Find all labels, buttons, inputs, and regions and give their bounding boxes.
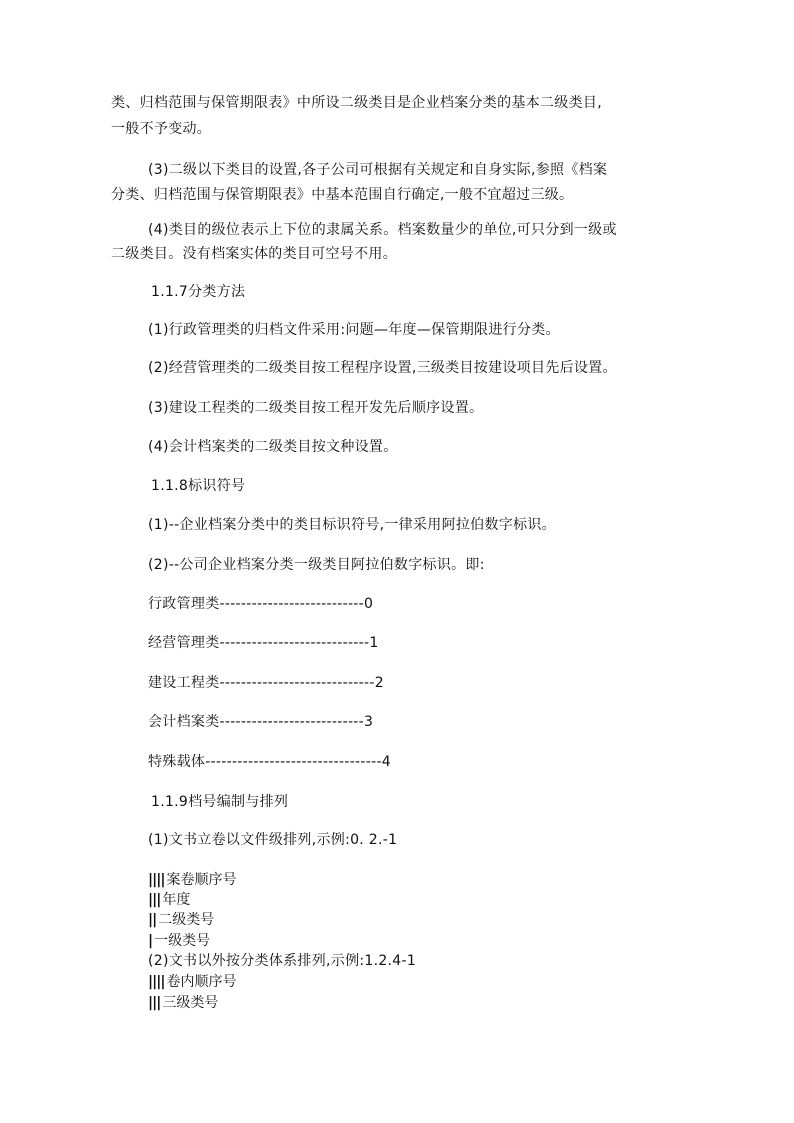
tree-label: 年度 [162, 892, 191, 908]
tree-line [148, 993, 218, 1013]
paragraph-line: 分类、归档范围与保管期限表》中基本范围自行确定,一般不宜超过三级。 [111, 187, 574, 203]
tree-bars: |||| [148, 872, 165, 888]
section-heading: 1.1.8标识符号 [151, 478, 246, 494]
list-item: (2)--公司企业档案分类一级类目阿拉伯数字标识。即: [148, 557, 485, 573]
tree-bars: ||| [148, 995, 161, 1011]
section-heading: 1.1.9档号编制与排列 [151, 794, 289, 810]
code-line: 会计档案类---------------------------3 [148, 714, 374, 730]
tree-label: 三级类号 [162, 995, 219, 1011]
list-item: (4)会计档案类的二级类目按文种设置。 [148, 439, 398, 455]
code-line: 特殊载体---------------------------------4 [148, 754, 392, 770]
tree-line [148, 890, 190, 910]
tree-label: 卷内顺序号 [166, 974, 237, 990]
code-line: 行政管理类---------------------------0 [148, 596, 374, 612]
tree-bars: || [148, 912, 157, 928]
tree-line [148, 972, 236, 992]
tree-bars: |||| [148, 974, 165, 990]
tree-line [148, 910, 214, 930]
tree-line [148, 931, 210, 951]
list-item: (1)行政管理类的归档文件采用:问题—年度—保管期限进行分类。 [148, 322, 560, 338]
paragraph-line: 一般不予变动。 [111, 121, 212, 137]
paragraph-line: (3)二级以下类目的设置,各子公司可根据有关规定和自身实际,参照《档案 [148, 162, 608, 178]
list-item: (2)经营管理类的二级类目按工程程序设置,三级类目按建设项目先后设置。 [148, 360, 617, 376]
tree-label: 二级类号 [158, 912, 215, 928]
list-item: (3)建设工程类的二级类目按工程开发先后顺序设置。 [148, 400, 484, 416]
tree-label: 案卷顺序号 [166, 872, 237, 888]
paragraph-line: 类、归档范围与保管期限表》中所设二级类目是企业档案分类的基本二级类目, [111, 95, 602, 111]
tree-label: 一级类号 [154, 933, 211, 949]
list-item: (1)--企业档案分类中的类目标识符号,一律采用阿拉伯数字标识。 [148, 517, 556, 533]
section-heading: 1.1.7分类方法 [151, 284, 246, 300]
list-item: (1)文书立卷以文件级排列,示例:0. 2.-1 [148, 832, 398, 848]
code-line: 建设工程类-----------------------------2 [148, 675, 384, 691]
paragraph-line: (4)类目的级位表示上下位的隶属关系。档案数量少的单位,可只分到一级或 [148, 222, 617, 238]
tree-line [148, 870, 236, 890]
tree-bars: | [148, 933, 153, 949]
paragraph-line: 二级类目。没有档案实体的类目可空号不用。 [111, 246, 397, 262]
tree-bars: ||| [148, 892, 161, 908]
code-line: 经营管理类----------------------------1 [148, 635, 379, 651]
list-item: (2)文书以外按分类体系排列,示例:1.2.4-1 [148, 953, 417, 969]
